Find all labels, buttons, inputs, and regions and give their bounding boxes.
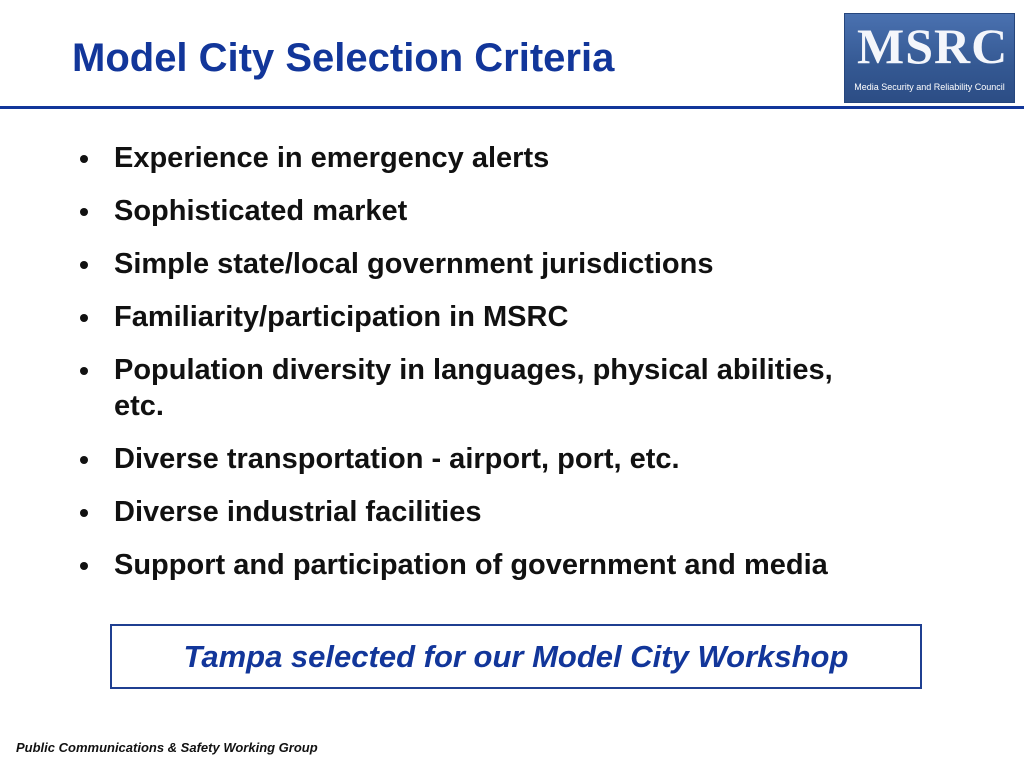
bullet-icon [80, 509, 88, 517]
msrc-logo [844, 13, 1015, 103]
list-item [76, 299, 976, 335]
list-item-text: Population diversity in languages, physical abilities, etc. [114, 354, 833, 422]
list-item [76, 441, 976, 477]
logo-wordmark: MSRC [857, 18, 1009, 74]
list-item-text: Simple state/local government jurisdictions [114, 248, 714, 280]
callout-text: Tampa selected for our Model City Workshop [183, 638, 849, 674]
bullet-icon [80, 562, 88, 570]
slide-title: Model City Selection Criteria [72, 36, 615, 80]
list-item-text: Support and participation of government and media [114, 549, 828, 581]
list-item [76, 547, 976, 583]
bullet-icon [80, 155, 88, 163]
list-item-text: Diverse transportation - airport, port, etc. [114, 443, 680, 475]
bullet-icon [80, 367, 88, 375]
logo-subtitle: Media Security and Reliability Council [854, 82, 1005, 92]
list-item-text: Familiarity/participation in MSRC [114, 301, 569, 333]
title-divider [0, 106, 1024, 109]
list-item [76, 246, 976, 282]
bullet-icon [80, 314, 88, 322]
bullet-icon [80, 261, 88, 269]
list-item [76, 193, 976, 229]
bullet-icon [80, 208, 88, 216]
bullet-icon [80, 456, 88, 464]
footer-text: Public Communications & Safety Working Group [16, 740, 318, 755]
list-item-text: Diverse industrial facilities [114, 496, 482, 528]
criteria-list [76, 140, 976, 600]
list-item-text: Experience in emergency alerts [114, 142, 550, 174]
list-item [76, 494, 976, 530]
list-item-text: Sophisticated market [114, 195, 408, 227]
callout-box [110, 624, 922, 689]
list-item [76, 140, 976, 176]
list-item [76, 352, 976, 424]
